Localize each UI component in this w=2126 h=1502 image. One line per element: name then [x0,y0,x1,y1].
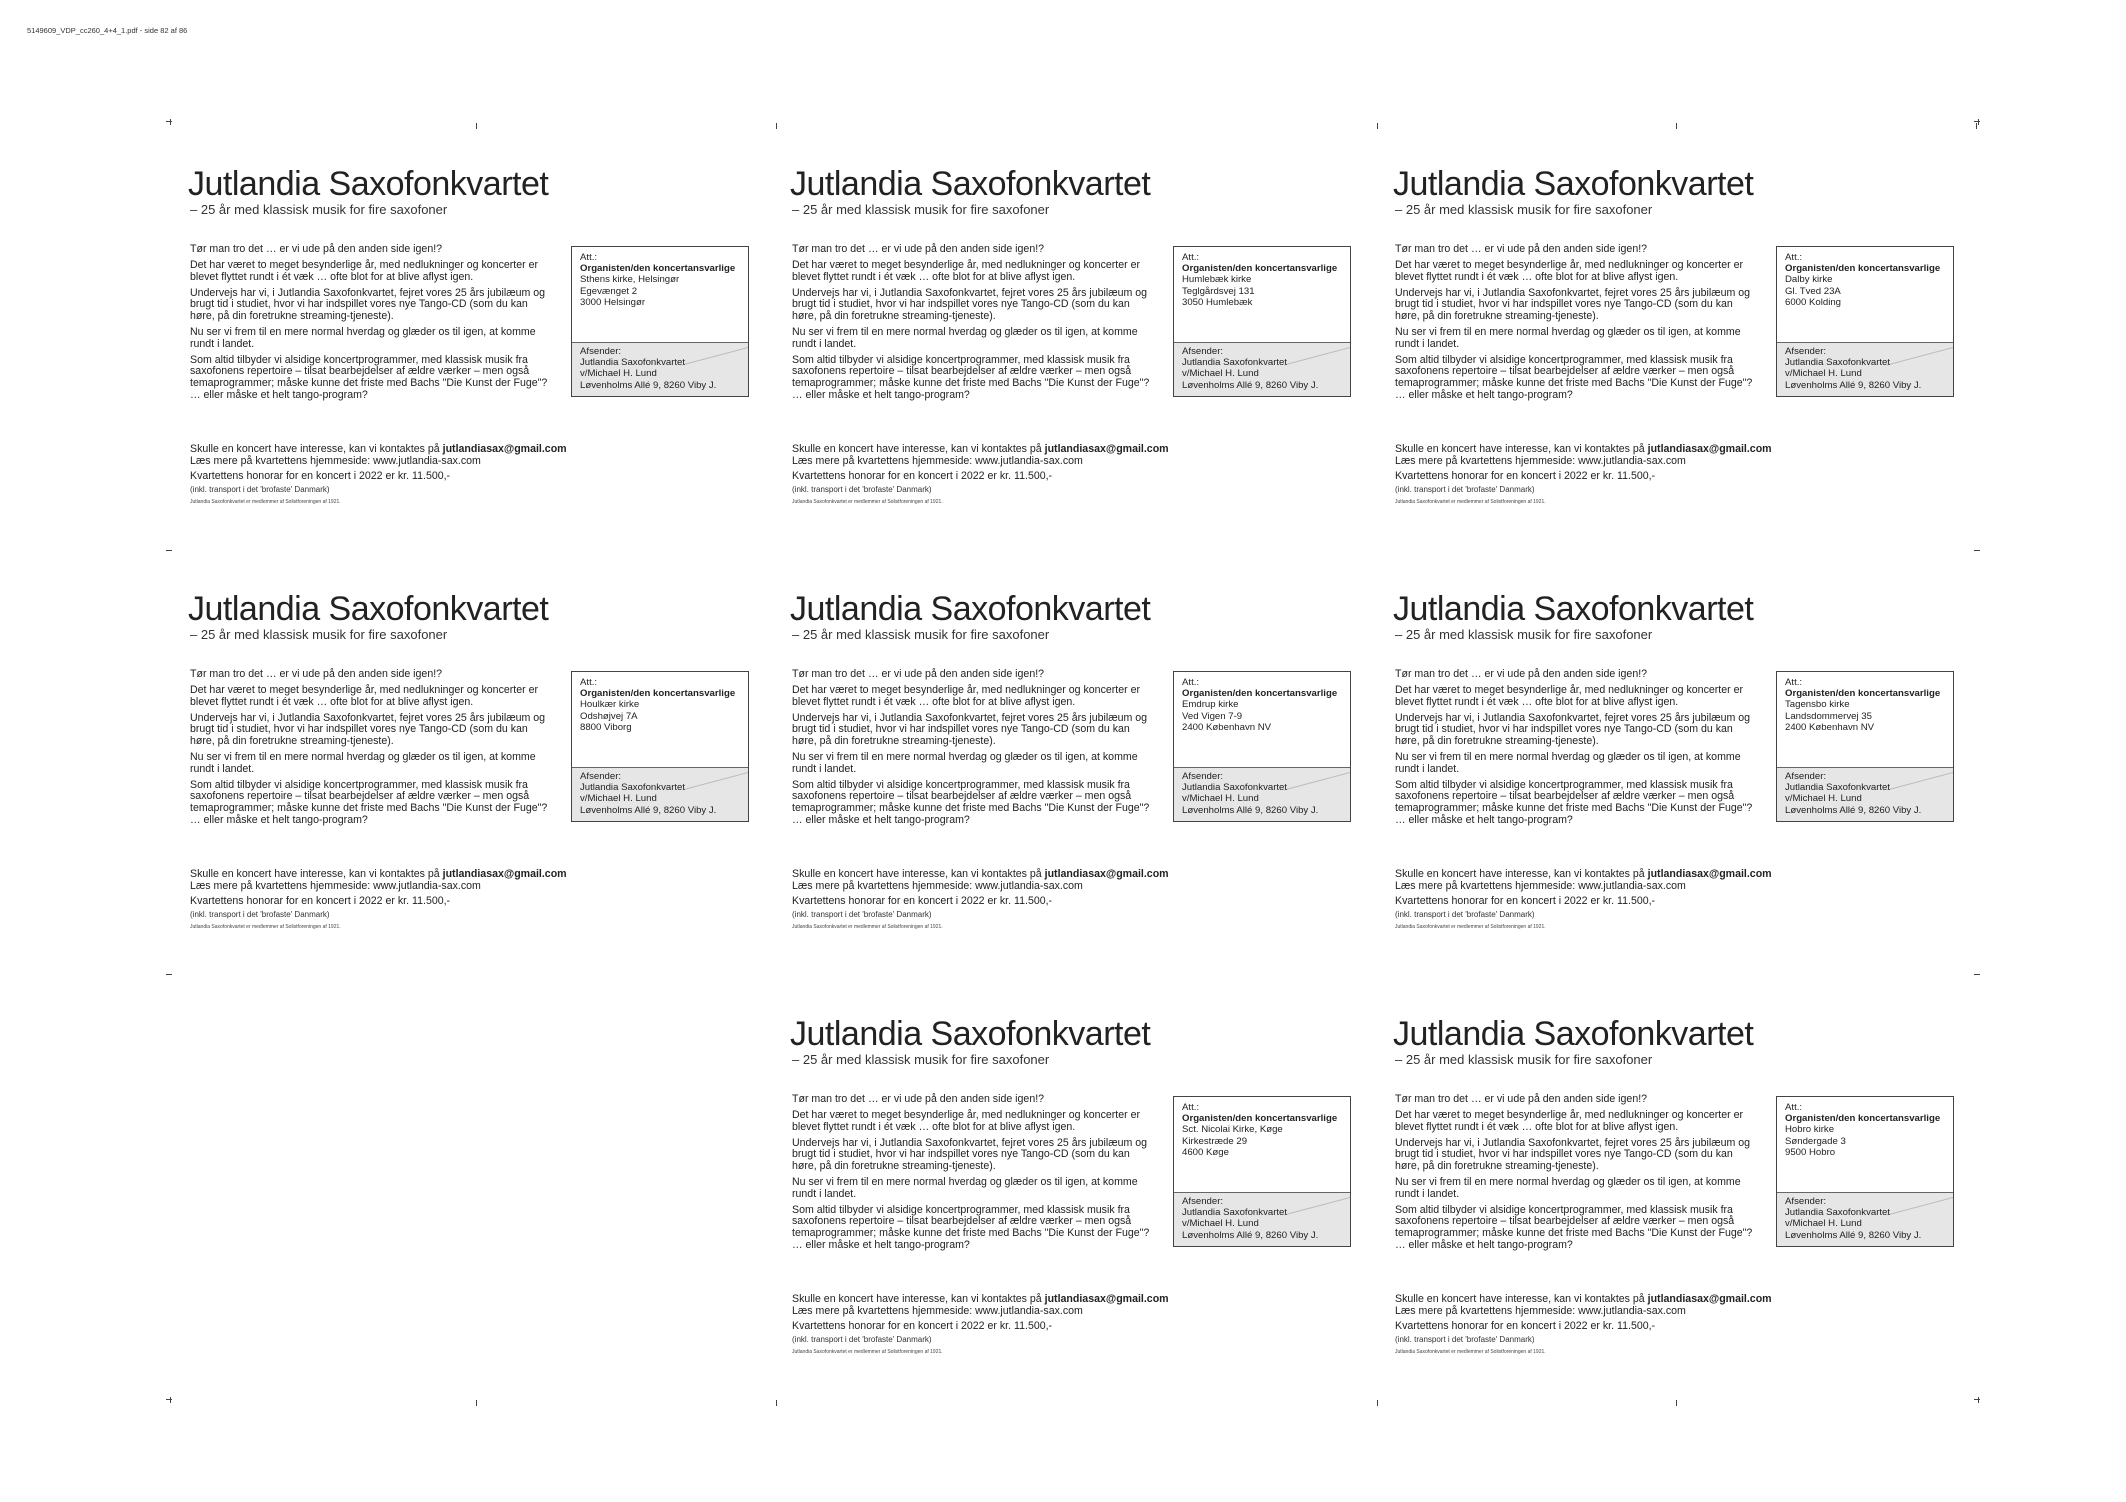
recipient-city: 2400 København NV [1785,721,1875,733]
sender-line: Jutlandia Saxofonkvartet [580,357,686,369]
flyer-body [1395,669,1755,831]
att-label: Att.: [1785,1102,1803,1113]
body-paragraph: Det har været to meget besynderlige år, med nedlukninger og koncerter er blevet flyttet rundt i ét væk … ofte blot for at blive aflyst igen. [792,259,1141,283]
contact-line [190,443,610,455]
address-box [571,246,749,397]
fee-line: Kvartettens honorar for en koncert i 2022 er kr. 11.500,- [792,470,1053,482]
body-paragraph: Nu ser vi frem til en mere normal hverdag og glæder os til igen, at komme rundt i landet. [1395,751,1741,775]
recipient-name: Houlkær kirke [580,699,640,711]
crop-mark [1978,119,1979,125]
flyer-title: Jutlandia Saxofonkvartet [188,165,549,203]
body-paragraph: Som altid tilbyder vi alsidige koncertprogrammer, med klassisk musik fra saxofonens repertoire – tilsat bearbejdelser af ældre værker – men også temaprogrammer; måske kunne det friste med Bachs "Die Kunst der Fuge"? … eller måske et helt tango-program? [190,353,548,401]
crop-mark [1377,1400,1378,1406]
membership-footnote: Jutlandia Saxofonkvartet er medlemmer af Solistforeningen af 1921. [792,499,943,505]
address-box [1173,246,1351,397]
contact-block [190,868,610,892]
sender-line: v/Michael H. Lund [580,793,657,805]
sender-label: Afsender: [1182,1196,1224,1207]
fee-note: (inkl. transport i det 'brofaste' Danmark) [1395,1335,1535,1344]
body-paragraph: Nu ser vi frem til en mere normal hverdag og glæder os til igen, at komme rundt i landet. [792,1176,1138,1200]
att-label: Att.: [1182,1102,1200,1113]
contact-email[interactable]: jutlandiasax@gmail.com [1647,1293,1772,1305]
membership-footnote: Jutlandia Saxofonkvartet er medlemmer af Solistforeningen af 1921. [1395,924,1546,930]
contact-line [190,868,610,880]
recipient-name: Emdrup kirke [1182,699,1239,711]
sender-label: Afsender: [1182,346,1224,357]
fee-note: (inkl. transport i det 'brofaste' Danmark) [190,910,330,919]
crop-mark [166,121,172,122]
sender-line: v/Michael H. Lund [1182,793,1259,805]
recipient-city: 9500 Hobro [1785,1146,1836,1158]
body-paragraph: Undervejs har vi, i Jutlandia Saxofonkvartet, fejret vores 25 års jubilæum og brugt tid i studiet, hvor vi har indspillet vores nye Tango-CD (som du kan høre, på din foretrukne streaming-tjeneste). [190,286,546,322]
recipient-block [580,677,742,733]
att-role: Organisten/den koncertansvarlige [1182,688,1338,700]
recipient-block [580,252,742,308]
crop-mark [776,1400,777,1406]
contact-block [1395,443,1815,467]
sender-line: Løvenholms Allé 9, 8260 Viby J. [1785,379,1922,391]
contact-prefix: Skulle en koncert have interesse, kan vi kontaktes på [792,868,1045,880]
crop-mark [1676,123,1677,129]
flyer-card [188,592,748,952]
contact-email[interactable]: jutlandiasax@gmail.com [1044,1293,1169,1305]
body-paragraph: Undervejs har vi, i Jutlandia Saxofonkvartet, fejret vores 25 års jubilæum og brugt tid i studiet, hvor vi har indspillet vores nye Tango-CD (som du kan høre, på din foretrukne streaming-tjeneste). [792,711,1148,747]
recipient-street: Gl. Tved 23A [1785,285,1841,297]
flyer-subtitle: – 25 år med klassisk musik for fire saxofoner [1395,202,1653,217]
flyer-body [792,244,1152,406]
address-box [1776,1096,1954,1247]
recipient-block [1785,677,1947,733]
recipient-name: Sthens kirke, Helsingør [580,274,680,286]
contact-email[interactable]: jutlandiasax@gmail.com [442,443,567,455]
recipient-street: Søndergade 3 [1785,1135,1846,1147]
recipient-city: 8800 Viborg [580,721,632,733]
recipient-name: Sct. Nicolai Kirke, Køge [1182,1124,1283,1136]
contact-block [792,1293,1212,1317]
crop-mark [1978,1397,1979,1403]
body-paragraph: Tør man tro det … er vi ude på den anden side igen!? [190,668,443,680]
flyer-body [792,669,1152,831]
address-box [571,671,749,822]
fee-note: (inkl. transport i det 'brofaste' Danmark) [792,485,932,494]
recipient-street: Teglgårdsvej 131 [1182,285,1255,297]
recipient-city: 2400 København NV [1182,721,1272,733]
sender-text [1785,346,1921,391]
body-paragraph: Det har været to meget besynderlige år, med nedlukninger og koncerter er blevet flyttet rundt i ét væk … ofte blot for at blive aflyst igen. [1395,259,1744,283]
sender-line: Jutlandia Saxofonkvartet [1785,357,1891,369]
recipient-name: Humlebæk kirke [1182,274,1252,286]
body-paragraph: Det har været to meget besynderlige år, med nedlukninger og koncerter er blevet flyttet rundt i ét væk … ofte blot for at blive aflyst igen. [1395,1109,1744,1133]
contact-prefix: Skulle en koncert have interesse, kan vi kontaktes på [792,1293,1045,1305]
contact-prefix: Skulle en koncert have interesse, kan vi kontaktes på [190,443,443,455]
sender-label: Afsender: [580,771,622,782]
membership-footnote: Jutlandia Saxofonkvartet er medlemmer af Solistforeningen af 1921. [1395,1349,1546,1355]
sender-line: v/Michael H. Lund [1182,368,1259,380]
body-paragraph: Nu ser vi frem til en mere normal hverdag og glæder os til igen, at komme rundt i landet. [1395,1176,1741,1200]
contact-email[interactable]: jutlandiasax@gmail.com [1647,868,1772,880]
body-paragraph: Nu ser vi frem til en mere normal hverdag og glæder os til igen, at komme rundt i landet. [792,751,1138,775]
website-line: Læs mere på kvartettens hjemmeside: www.jutlandia-sax.com [792,1305,1083,1317]
fee-note: (inkl. transport i det 'brofaste' Danmark) [1395,485,1535,494]
sender-line: Jutlandia Saxofonkvartet [580,782,686,794]
contact-line [792,1293,1212,1305]
sender-line: Jutlandia Saxofonkvartet [1182,782,1288,794]
flyer-subtitle: – 25 år med klassisk musik for fire saxofoner [792,202,1050,217]
flyer-card [1393,1017,1953,1377]
body-paragraph: Tør man tro det … er vi ude på den anden side igen!? [190,243,443,255]
flyer-title: Jutlandia Saxofonkvartet [790,590,1151,628]
address-box [1173,1096,1351,1247]
body-paragraph: Undervejs har vi, i Jutlandia Saxofonkvartet, fejret vores 25 års jubilæum og brugt tid i studiet, hvor vi har indspillet vores nye Tango-CD (som du kan høre, på din foretrukne streaming-tjeneste). [1395,1136,1751,1172]
body-paragraph: Det har været to meget besynderlige år, med nedlukninger og koncerter er blevet flyttet rundt i ét væk … ofte blot for at blive aflyst igen. [190,684,539,708]
body-paragraph: Som altid tilbyder vi alsidige koncertprogrammer, med klassisk musik fra saxofonens repertoire – tilsat bearbejdelser af ældre værker – men også temaprogrammer; måske kunne det friste med Bachs "Die Kunst der Fuge"? … eller måske et helt tango-program? [1395,778,1753,826]
sender-label: Afsender: [1785,1196,1827,1207]
sender-line: Løvenholms Allé 9, 8260 Viby J. [1182,379,1319,391]
recipient-city: 6000 Kolding [1785,296,1842,308]
sender-line: Jutlandia Saxofonkvartet [1785,782,1891,794]
website-line: Læs mere på kvartettens hjemmeside: www.jutlandia-sax.com [792,880,1083,892]
recipient-street: Kirkestræde 29 [1182,1135,1248,1147]
att-label: Att.: [580,252,598,263]
fee-line: Kvartettens honorar for en koncert i 2022 er kr. 11.500,- [190,470,451,482]
flyer-body [1395,1094,1755,1256]
flyer-card [790,592,1350,952]
recipient-city: 3000 Helsingør [580,296,646,308]
crop-mark [776,123,777,129]
recipient-name: Tagensbo kirke [1785,699,1850,711]
recipient-name: Hobro kirke [1785,1124,1835,1136]
fee-line: Kvartettens honorar for en koncert i 2022 er kr. 11.500,- [792,895,1053,907]
website-line: Læs mere på kvartettens hjemmeside: www.jutlandia-sax.com [1395,1305,1686,1317]
website-line: Læs mere på kvartettens hjemmeside: www.jutlandia-sax.com [1395,880,1686,892]
sender-line: Løvenholms Allé 9, 8260 Viby J. [1785,804,1922,816]
contact-line [792,868,1212,880]
address-box [1776,671,1954,822]
fee-note: (inkl. transport i det 'brofaste' Danmark) [792,910,932,919]
body-paragraph: Nu ser vi frem til en mere normal hverdag og glæder os til igen, at komme rundt i landet. [792,326,1138,350]
body-paragraph: Undervejs har vi, i Jutlandia Saxofonkvartet, fejret vores 25 års jubilæum og brugt tid i studiet, hvor vi har indspillet vores nye Tango-CD (som du kan høre, på din foretrukne streaming-tjeneste). [190,711,546,747]
sender-block [1777,767,1953,821]
fee-line: Kvartettens honorar for en koncert i 2022 er kr. 11.500,- [1395,1320,1656,1332]
contact-prefix: Skulle en koncert have interesse, kan vi kontaktes på [792,443,1045,455]
flyer-title: Jutlandia Saxofonkvartet [188,590,549,628]
body-paragraph: Tør man tro det … er vi ude på den anden side igen!? [1395,1093,1648,1105]
body-paragraph: Det har været to meget besynderlige år, med nedlukninger og koncerter er blevet flyttet rundt i ét væk … ofte blot for at blive aflyst igen. [1395,684,1744,708]
sender-block [1777,342,1953,396]
sender-line: Løvenholms Allé 9, 8260 Viby J. [1182,804,1319,816]
body-paragraph: Som altid tilbyder vi alsidige koncertprogrammer, med klassisk musik fra saxofonens repertoire – tilsat bearbejdelser af ældre værker – men også temaprogrammer; måske kunne det friste med Bachs "Die Kunst der Fuge"? … eller måske et helt tango-program? [792,1203,1150,1251]
att-label: Att.: [1785,677,1803,688]
sender-block [1174,342,1350,396]
flyer-body [792,1094,1152,1256]
recipient-city: 3050 Humlebæk [1182,296,1253,308]
crop-mark [170,119,171,125]
contact-prefix: Skulle en koncert have interesse, kan vi kontaktes på [1395,1293,1648,1305]
sender-line: Jutlandia Saxofonkvartet [1182,1207,1288,1219]
membership-footnote: Jutlandia Saxofonkvartet er medlemmer af Solistforeningen af 1921. [792,924,943,930]
flyer-subtitle: – 25 år med klassisk musik for fire saxofoner [190,627,448,642]
flyer-title: Jutlandia Saxofonkvartet [1393,165,1754,203]
body-paragraph: Nu ser vi frem til en mere normal hverdag og glæder os til igen, at komme rundt i landet. [1395,326,1741,350]
contact-block [792,443,1212,467]
body-paragraph: Tør man tro det … er vi ude på den anden side igen!? [792,243,1045,255]
crop-mark [1976,123,1977,129]
contact-block [190,443,610,467]
sender-label: Afsender: [1785,346,1827,357]
crop-mark [1676,1400,1677,1406]
recipient-block [1785,252,1947,308]
att-label: Att.: [580,677,598,688]
recipient-city: 4600 Køge [1182,1146,1229,1158]
contact-line [1395,868,1815,880]
body-paragraph: Tør man tro det … er vi ude på den anden side igen!? [1395,668,1648,680]
sender-block [1174,1192,1350,1246]
att-label: Att.: [1785,252,1803,263]
sender-label: Afsender: [1182,771,1224,782]
flyer-subtitle: – 25 år med klassisk musik for fire saxofoner [1395,627,1653,642]
flyer-body [1395,244,1755,406]
fee-line: Kvartettens honorar for en koncert i 2022 er kr. 11.500,- [1395,470,1656,482]
crop-mark [166,1399,172,1400]
crop-mark [476,1400,477,1406]
sender-line: Løvenholms Allé 9, 8260 Viby J. [1182,1229,1319,1241]
sender-line: Jutlandia Saxofonkvartet [1182,357,1288,369]
contact-prefix: Skulle en koncert have interesse, kan vi kontaktes på [1395,868,1648,880]
recipient-name: Dalby kirke [1785,274,1833,286]
att-role: Organisten/den koncertansvarlige [1182,263,1338,275]
sender-line: v/Michael H. Lund [1785,1218,1862,1230]
contact-block [1395,1293,1815,1317]
flyer-subtitle: – 25 år med klassisk musik for fire saxofoner [1395,1052,1653,1067]
address-box [1776,246,1954,397]
sender-text [1182,771,1318,816]
contact-line [792,443,1212,455]
att-role: Organisten/den koncertansvarlige [1785,688,1941,700]
sender-block [1777,1192,1953,1246]
recipient-street: Odshøjvej 7A [580,710,638,722]
crop-mark [1974,974,1980,975]
body-paragraph: Det har været to meget besynderlige år, med nedlukninger og koncerter er blevet flyttet rundt i ét væk … ofte blot for at blive aflyst igen. [190,259,539,283]
membership-footnote: Jutlandia Saxofonkvartet er medlemmer af Solistforeningen af 1921. [792,1349,943,1355]
sender-label: Afsender: [1785,771,1827,782]
website-line: Læs mere på kvartettens hjemmeside: www.jutlandia-sax.com [792,455,1083,467]
website-line: Læs mere på kvartettens hjemmeside: www.jutlandia-sax.com [190,880,481,892]
body-paragraph: Undervejs har vi, i Jutlandia Saxofonkvartet, fejret vores 25 års jubilæum og brugt tid i studiet, hvor vi har indspillet vores nye Tango-CD (som du kan høre, på din foretrukne streaming-tjeneste). [1395,711,1751,747]
flyer-subtitle: – 25 år med klassisk musik for fire saxofoner [792,1052,1050,1067]
body-paragraph: Som altid tilbyder vi alsidige koncertprogrammer, med klassisk musik fra saxofonens repertoire – tilsat bearbejdelser af ældre værker – men også temaprogrammer; måske kunne det friste med Bachs "Die Kunst der Fuge"? … eller måske et helt tango-program? [792,778,1150,826]
flyer-card [1393,167,1953,527]
flyer-title: Jutlandia Saxofonkvartet [790,1015,1151,1053]
body-paragraph: Tør man tro det … er vi ude på den anden side igen!? [1395,243,1648,255]
fee-line: Kvartettens honorar for en koncert i 2022 er kr. 11.500,- [1395,895,1656,907]
body-paragraph: Undervejs har vi, i Jutlandia Saxofonkvartet, fejret vores 25 års jubilæum og brugt tid i studiet, hvor vi har indspillet vores nye Tango-CD (som du kan høre, på din foretrukne streaming-tjeneste). [792,286,1148,322]
recipient-block [1182,1102,1344,1158]
flyer-subtitle: – 25 år med klassisk musik for fire saxofoner [792,627,1050,642]
att-label: Att.: [1182,252,1200,263]
flyer-body [190,669,550,831]
body-paragraph: Undervejs har vi, i Jutlandia Saxofonkvartet, fejret vores 25 års jubilæum og brugt tid i studiet, hvor vi har indspillet vores nye Tango-CD (som du kan høre, på din foretrukne streaming-tjeneste). [792,1136,1148,1172]
crop-mark [1974,550,1980,551]
address-box [1173,671,1351,822]
sender-line: Løvenholms Allé 9, 8260 Viby J. [1785,1229,1922,1241]
body-paragraph: Som altid tilbyder vi alsidige koncertprogrammer, med klassisk musik fra saxofonens repertoire – tilsat bearbejdelser af ældre værker – men også temaprogrammer; måske kunne det friste med Bachs "Die Kunst der Fuge"? … eller måske et helt tango-program? [792,353,1150,401]
sender-text [1785,771,1921,816]
body-paragraph: Som altid tilbyder vi alsidige koncertprogrammer, med klassisk musik fra saxofonens repertoire – tilsat bearbejdelser af ældre værker – men også temaprogrammer; måske kunne det friste med Bachs "Die Kunst der Fuge"? … eller måske et helt tango-program? [190,778,548,826]
fee-line: Kvartettens honorar for en koncert i 2022 er kr. 11.500,- [190,895,451,907]
att-label: Att.: [1182,677,1200,688]
body-paragraph: Undervejs har vi, i Jutlandia Saxofonkvartet, fejret vores 25 års jubilæum og brugt tid i studiet, hvor vi har indspillet vores nye Tango-CD (som du kan høre, på din foretrukne streaming-tjeneste). [1395,286,1751,322]
crop-mark [1974,121,1980,122]
website-line: Læs mere på kvartettens hjemmeside: www.jutlandia-sax.com [1395,455,1686,467]
flyer-card [1393,592,1953,952]
body-paragraph: Det har været to meget besynderlige år, med nedlukninger og koncerter er blevet flyttet rundt i ét væk … ofte blot for at blive aflyst igen. [792,1109,1141,1133]
contact-email[interactable]: jutlandiasax@gmail.com [1647,443,1772,455]
recipient-block [1182,252,1344,308]
body-paragraph: Nu ser vi frem til en mere normal hverdag og glæder os til igen, at komme rundt i landet. [190,326,536,350]
crop-mark [1974,1399,1980,1400]
sender-line: Jutlandia Saxofonkvartet [1785,1207,1891,1219]
sender-text [1785,1196,1921,1241]
att-role: Organisten/den koncertansvarlige [1785,1113,1941,1125]
recipient-block [1182,677,1344,733]
flyer-title: Jutlandia Saxofonkvartet [790,165,1151,203]
flyer-subtitle: – 25 år med klassisk musik for fire saxofoner [190,202,448,217]
contact-prefix: Skulle en koncert have interesse, kan vi kontaktes på [1395,443,1648,455]
body-paragraph: Det har været to meget besynderlige år, med nedlukninger og koncerter er blevet flyttet rundt i ét væk … ofte blot for at blive aflyst igen. [792,684,1141,708]
sender-line: v/Michael H. Lund [1785,793,1862,805]
membership-footnote: Jutlandia Saxofonkvartet er medlemmer af Solistforeningen af 1921. [190,924,341,930]
flyer-title: Jutlandia Saxofonkvartet [1393,590,1754,628]
sender-text [580,771,716,816]
fee-line: Kvartettens honorar for en koncert i 2022 er kr. 11.500,- [792,1320,1053,1332]
sender-line: v/Michael H. Lund [1182,1218,1259,1230]
crop-mark [476,123,477,129]
flyer-card [790,167,1350,527]
contact-block [792,868,1212,892]
contact-block [1395,868,1815,892]
flyer-title: Jutlandia Saxofonkvartet [1393,1015,1754,1053]
fee-note: (inkl. transport i det 'brofaste' Danmark) [190,485,330,494]
recipient-street: Landsdommervej 35 [1785,710,1872,722]
crop-mark [166,974,172,975]
sender-line: Løvenholms Allé 9, 8260 Viby J. [580,379,717,391]
sender-line: v/Michael H. Lund [1785,368,1862,380]
contact-email[interactable]: jutlandiasax@gmail.com [1044,868,1169,880]
recipient-street: Egevænget 2 [580,285,638,297]
fee-note: (inkl. transport i det 'brofaste' Danmark) [792,1335,932,1344]
sender-block [572,342,748,396]
sender-block [572,767,748,821]
att-role: Organisten/den koncertansvarlige [1182,1113,1338,1125]
flyer-card [790,1017,1350,1377]
sender-label: Afsender: [580,346,622,357]
body-paragraph: Tør man tro det … er vi ude på den anden side igen!? [792,1093,1045,1105]
crop-mark [1377,123,1378,129]
sender-text [1182,346,1318,391]
flyer-body [190,244,550,406]
pdf-header: 5149609_VDP_cc260_4+4_1.pdf - side 82 af 86 [27,26,188,35]
fee-note: (inkl. transport i det 'brofaste' Danmark) [1395,910,1535,919]
crop-mark [170,1397,171,1403]
att-role: Organisten/den koncertansvarlige [1785,263,1941,275]
sender-block [1174,767,1350,821]
att-role: Organisten/den koncertansvarlige [580,263,736,275]
sender-text [1182,1196,1318,1241]
body-paragraph: Som altid tilbyder vi alsidige koncertprogrammer, med klassisk musik fra saxofonens repertoire – tilsat bearbejdelser af ældre værker – men også temaprogrammer; måske kunne det friste med Bachs "Die Kunst der Fuge"? … eller måske et helt tango-program? [1395,353,1753,401]
membership-footnote: Jutlandia Saxofonkvartet er medlemmer af Solistforeningen af 1921. [190,499,341,505]
contact-line [1395,1293,1815,1305]
body-paragraph: Nu ser vi frem til en mere normal hverdag og glæder os til igen, at komme rundt i landet. [190,751,536,775]
sender-line: Løvenholms Allé 9, 8260 Viby J. [580,804,717,816]
membership-footnote: Jutlandia Saxofonkvartet er medlemmer af Solistforeningen af 1921. [1395,499,1546,505]
recipient-street: Ved Vigen 7-9 [1182,710,1243,722]
att-role: Organisten/den koncertansvarlige [580,688,736,700]
contact-prefix: Skulle en koncert have interesse, kan vi kontaktes på [190,868,443,880]
recipient-block [1785,1102,1947,1158]
body-paragraph: Som altid tilbyder vi alsidige koncertprogrammer, med klassisk musik fra saxofonens repertoire – tilsat bearbejdelser af ældre værker – men også temaprogrammer; måske kunne det friste med Bachs "Die Kunst der Fuge"? … eller måske et helt tango-program? [1395,1203,1753,1251]
contact-line [1395,443,1815,455]
website-line: Læs mere på kvartettens hjemmeside: www.jutlandia-sax.com [190,455,481,467]
sender-text [580,346,716,391]
crop-mark [166,550,172,551]
body-paragraph: Tør man tro det … er vi ude på den anden side igen!? [792,668,1045,680]
flyer-card [188,167,748,527]
contact-email[interactable]: jutlandiasax@gmail.com [1044,443,1169,455]
sender-line: v/Michael H. Lund [580,368,657,380]
contact-email[interactable]: jutlandiasax@gmail.com [442,868,567,880]
